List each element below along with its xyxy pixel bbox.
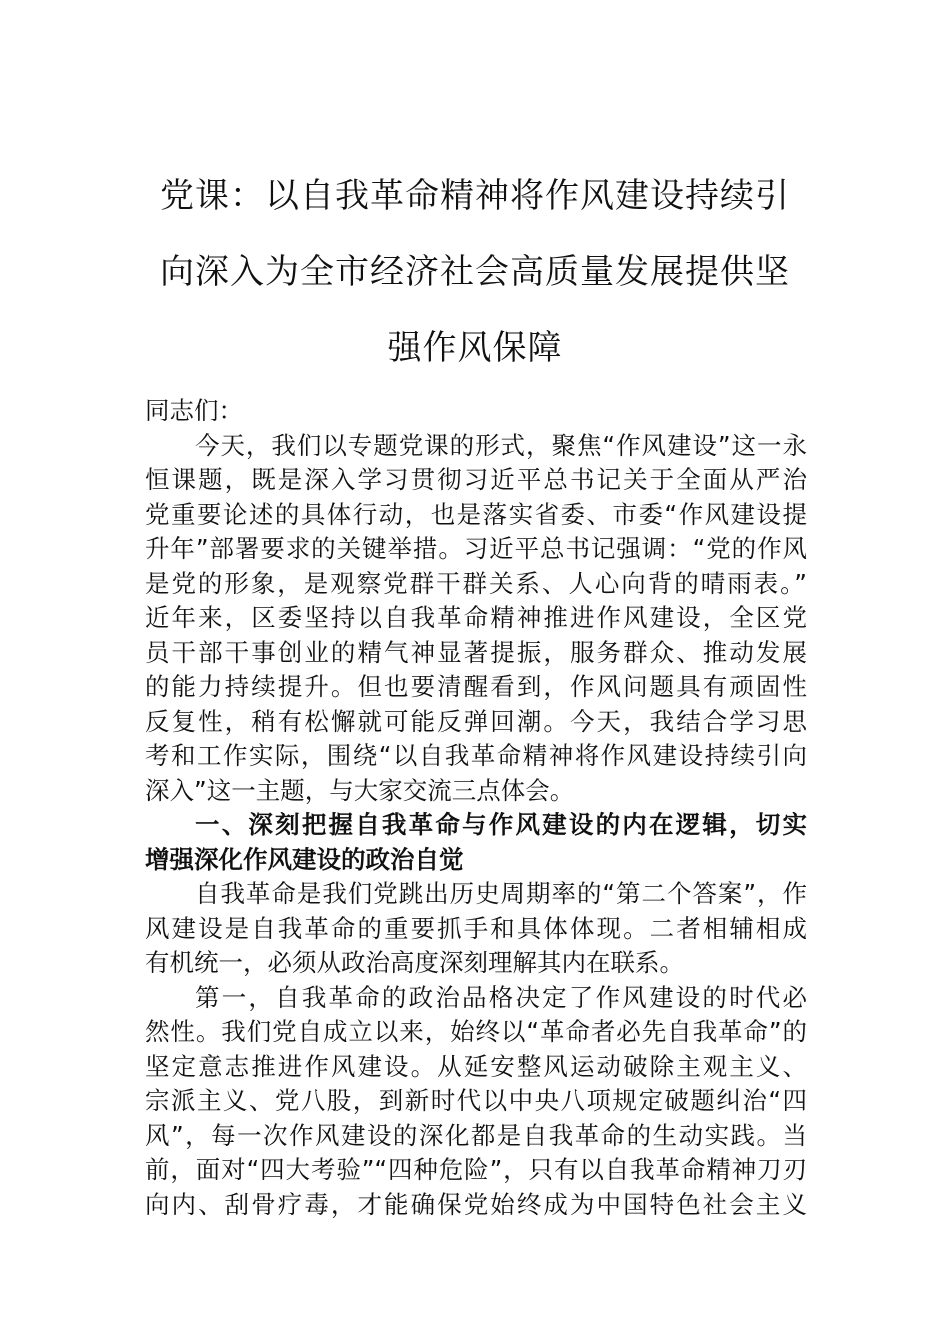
text-line: 有机统一，必须从政治高度深刻理解其内在联系。	[145, 948, 684, 977]
text-line: 今天，我们以专题党课的形式，聚焦“作风建设”这一永	[195, 430, 807, 460]
text-line: 是党的形象，是观察党群干群关系、人心向背的晴雨表。”	[145, 568, 807, 598]
text-line: 坚定意志推进作风建设。从延安整风运动破除主观主义、	[145, 1051, 807, 1081]
text-line: 风”，每一次作风建设的深化都是自我革命的生动实践。当	[145, 1120, 807, 1150]
text-line: 近年来，区委坚持以自我革命精神推进作风建设，全区党	[145, 603, 807, 632]
text-line: 向内、刮骨疗毒，才能确保党始终成为中国特色社会主义	[145, 1189, 807, 1219]
text-line: 员干部干事创业的精气神显著提振，服务群众、推动发展	[145, 637, 807, 667]
text-line: 然性。我们党自成立以来，始终以“革命者必先自我革命”的	[145, 1017, 807, 1046]
text-line: 风建设是自我革命的重要抓手和具体体现。二者相辅相成	[145, 913, 807, 943]
text-line: 自我革命是我们党跳出历史周期率的“第二个答案”，作	[195, 879, 807, 908]
title-line: 党课：以自我革命精神将作风建设持续引	[160, 176, 790, 216]
heading-line: 增强深化作风建设的政治自觉	[145, 844, 464, 874]
text-line: 党重要论述的具体行动，也是落实省委、市委“作风建设提	[145, 499, 807, 529]
text-line: 升年”部署要求的关键举措。习近平总书记强调：“党的作风	[145, 534, 807, 563]
paragraph-first-point	[145, 981, 807, 1223]
text-line: 前，面对“四大考验”“四种危险”，只有以自我革命精神刀刃	[145, 1155, 807, 1184]
text-line: 反复性，稍有松懈就可能反弹回潮。今天，我结合学习思	[145, 706, 807, 736]
salutation: 同志们：	[145, 396, 243, 425]
text-line: 深入”这一主题，与大家交流三点体会。	[145, 775, 575, 805]
document-body	[145, 394, 807, 1222]
text-line: 第一，自我革命的政治品格决定了作风建设的时代必	[195, 982, 807, 1012]
text-line: 宗派主义、党八股，到新时代以中央八项规定破题纠治“四	[145, 1086, 807, 1115]
heading-line: 一、深刻把握自我革命与作风建设的内在逻辑，切实	[195, 810, 807, 839]
document-title	[145, 158, 805, 386]
title-line: 向深入为全市经济社会高质量发展提供坚	[160, 252, 790, 292]
paragraph-self-revolution	[145, 877, 807, 981]
title-line: 强作风保障	[387, 328, 563, 368]
section-heading-1	[145, 808, 807, 877]
text-line: 的能力持续提升。但也要清醒看到，作风问题具有顽固性	[145, 672, 807, 701]
text-line: 考和工作实际，围绕“以自我革命精神将作风建设持续引向	[145, 741, 807, 770]
text-line: 恒课题，既是深入学习贯彻习近平总书记关于全面从严治	[145, 465, 807, 494]
paragraph-intro	[145, 429, 807, 809]
